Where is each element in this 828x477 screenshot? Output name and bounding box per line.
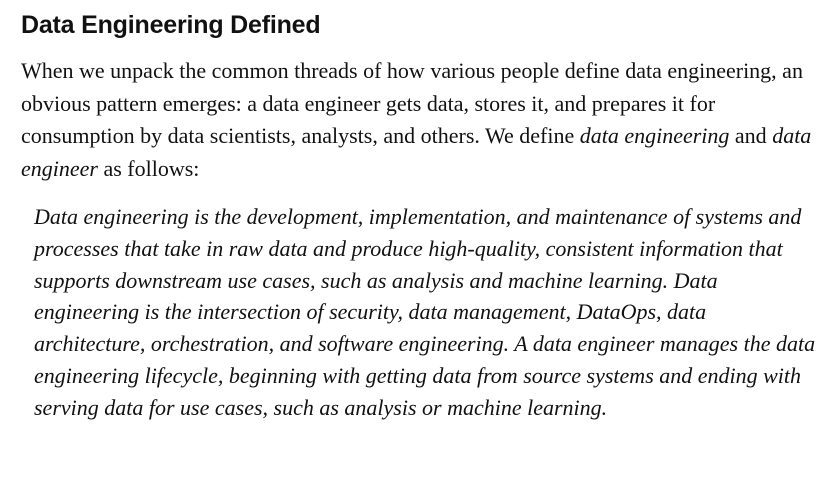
definition-blockquote: Data engineering is the development, implementation, and maintenance of systems and processes that take in raw data and produce high-quality, consistent information that supports downstream use cases, such as analysis and machine learning. Data engineering is the intersection of security, data management, DataOps, data architecture, orchestration, and software engineering. A data engineer manages the data engineering lifecycle, beginning with getting data from source systems and ending with serving data for use cases, such as analysis or machine learning. (34, 204, 816, 420)
intro-text-3: as follows: (97, 155, 200, 181)
intro-text-2: and (729, 123, 773, 148)
section-heading: Data Engineering Defined (21, 11, 321, 39)
intro-text-1: When we unpack the common threads of how various people define data engineering, an obvious pattern emerges: a data engineer gets data, stores it, and prepares it for consumption by data scientists, analysts, and others. We define (21, 58, 803, 148)
term-data-engineering: data engineering (579, 123, 730, 148)
term-data-engineer: data engineer (21, 123, 812, 181)
intro-paragraph (21, 55, 821, 185)
